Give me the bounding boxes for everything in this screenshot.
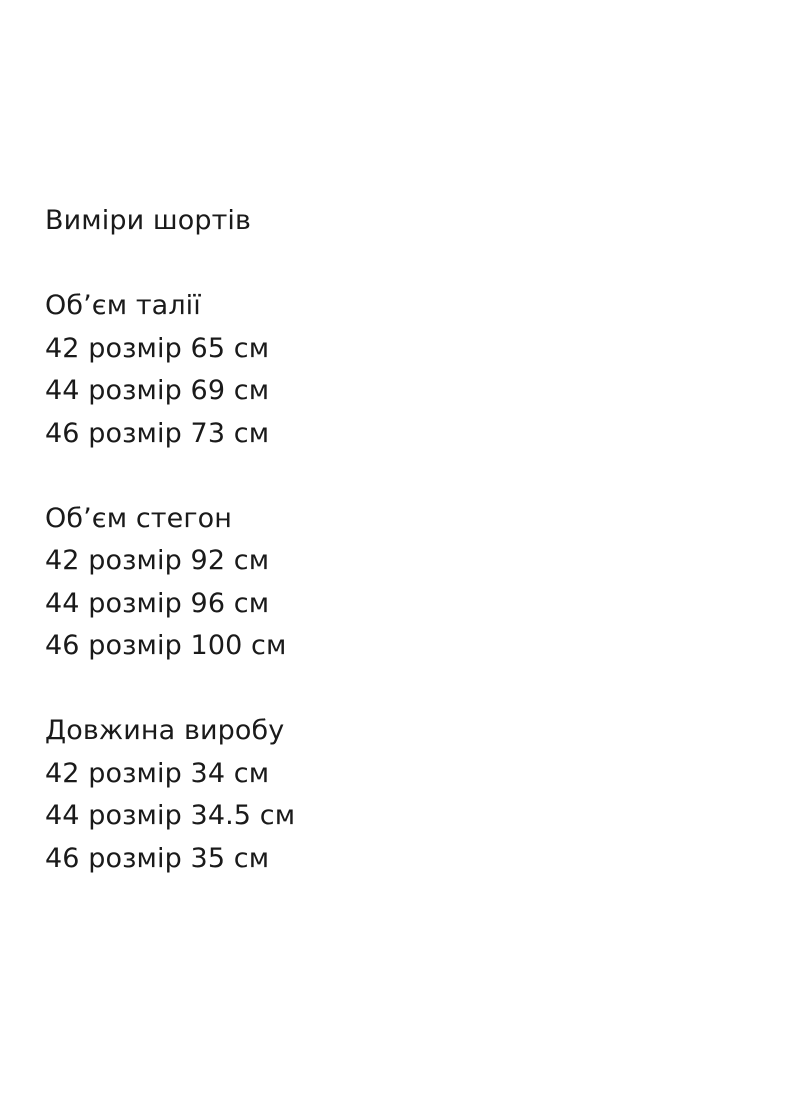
measurement-row: 46 розмір 35 см xyxy=(45,842,270,874)
measurement-row: 42 розмір 92 см xyxy=(45,545,270,576)
measurement-row: 44 розмір 34.5 см xyxy=(45,800,296,831)
measurement-row: 42 розмір 65 см xyxy=(45,332,270,364)
section-hips xyxy=(45,498,765,668)
section-heading-waist: Об’єм талії xyxy=(45,290,201,321)
document-title: Виміри шортів xyxy=(45,205,252,236)
section-length xyxy=(45,710,765,880)
measurement-row: 46 розмір 73 см xyxy=(45,417,270,449)
section-heading-length: Довжина виробу xyxy=(45,715,285,746)
section-waist xyxy=(45,285,765,455)
section-heading-hips: Об’єм стегон xyxy=(45,502,232,534)
title-block xyxy=(45,200,765,243)
measurement-row: 44 розмір 69 см xyxy=(45,375,270,406)
measurement-row: 44 розмір 96 см xyxy=(45,587,270,619)
measurement-row: 42 розмір 34 см xyxy=(45,757,270,789)
measurement-row: 46 розмір 100 см xyxy=(45,630,287,661)
size-chart-document xyxy=(45,200,765,923)
